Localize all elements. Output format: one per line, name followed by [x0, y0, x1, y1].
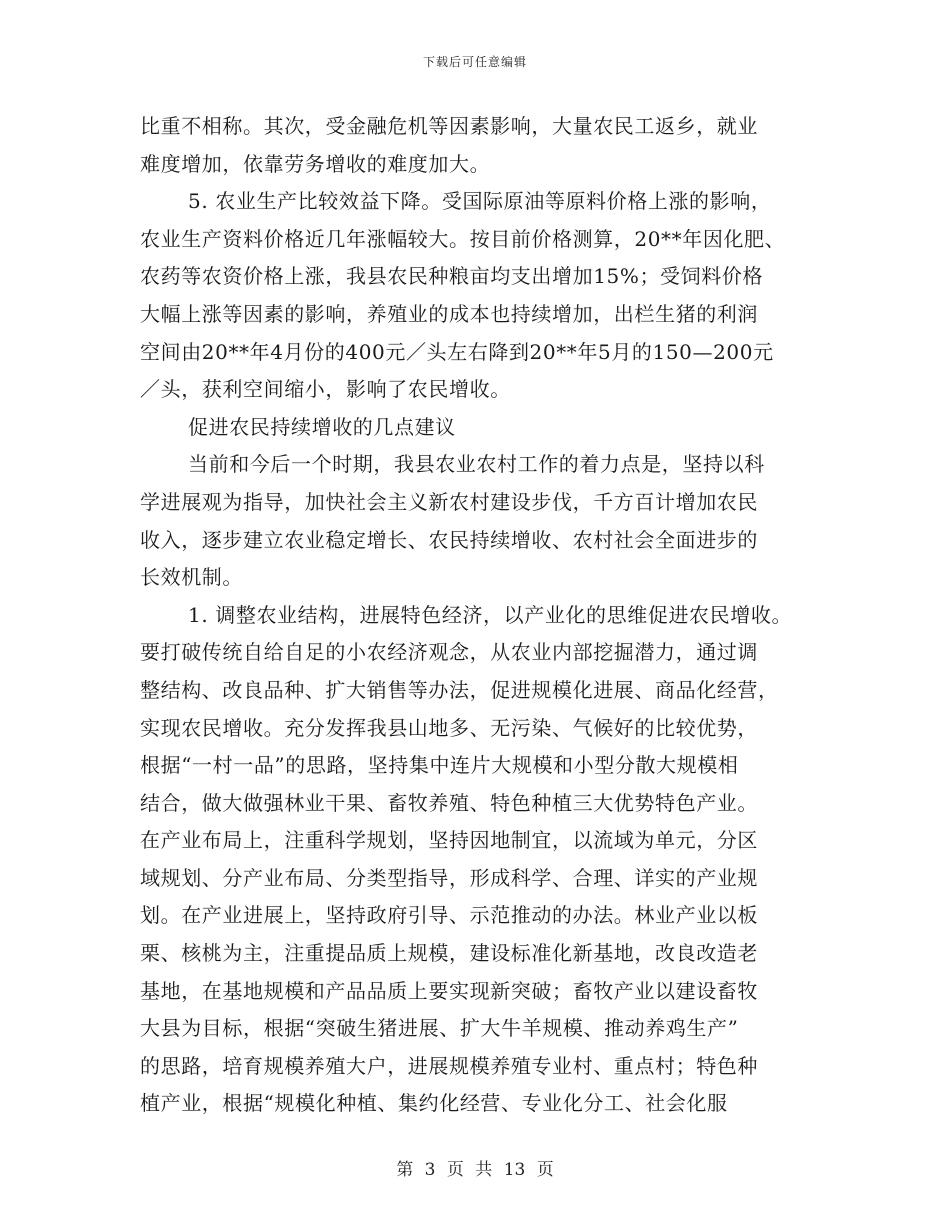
text-line: 的思路，培育规模养殖大户，进展规模养殖专业村、重点村；特色种 — [140, 1053, 758, 1078]
text-line: 1. 调整农业结构，进展特色经济，以产业化的思维促进农民增收。 — [188, 602, 793, 627]
text-line: 要打破传统自给自足的小农经济观念，从农业内部挖掘潜力，通过调 — [140, 640, 758, 665]
text-line: 在产业布局上，注重科学规划，坚持因地制宜，以流域为单元，分区 — [140, 828, 758, 853]
text-line: 比重不相称。其次，受金融危机等因素影响，大量农民工返乡，就业 — [140, 114, 758, 138]
text-line: 根据“一村一品”的思路，坚持集中连片大规模和小型分散大规模相 — [140, 753, 739, 778]
text-line: 栗、核桃为主，注重提品质上规模，建设标准化新基地，改良改造老 — [140, 941, 758, 966]
text-line: 难度增加，依靠劳务增收的难度加大。 — [140, 151, 491, 176]
text-line: 收入，逐步建立农业稳定增长、农民持续增收、农村社会全面进步的 — [140, 527, 758, 552]
document-body — [140, 108, 820, 1123]
text-line: 域规划、分产业布局、分类型指导，形成科学、合理、详实的产业规 — [140, 865, 758, 890]
text-line: 整结构、改良品种、扩大销售等办法，促进规模化进展、商品化经营， — [140, 677, 779, 702]
text-line: 大幅上涨等因素的影响，养殖业的成本也持续增加，出栏生猪的利润 — [140, 301, 758, 326]
text-line: 5. 农业生产比较效益下降。受国际原油等原料价格上涨的影响， — [188, 189, 772, 214]
page-footer: 第 3 页 共 13 页 — [396, 1160, 554, 1180]
page-header: 下载后可任意编辑 — [422, 55, 527, 69]
text-line: 植产业，根据“规模化种植、集约化经营、专业化分工、社会化服 — [140, 1091, 728, 1116]
text-line: 基地，在基地规模和产品品质上要实现新突破；畜牧产业以建设畜牧 — [140, 978, 758, 1003]
text-line: 空间由20**年4月份的400元／头左右降到20**年5月的150—200元 — [140, 339, 774, 364]
text-line: 实现农民增收。充分发挥我县山地多、无污染、气候好的比较优势， — [140, 715, 758, 740]
text-line: 划。在产业进展上，坚持政府引导、示范推动的办法。林业产业以板 — [140, 903, 758, 928]
text-line: 农业生产资料价格近几年涨幅较大。按目前价格测算，20**年因化肥、 — [140, 226, 786, 251]
text-line: 学进展观为指导，加快社会主义新农村建设步伐，千方百计增加农民 — [140, 489, 758, 514]
section-heading: 促进农民持续增收的几点建议 — [188, 414, 456, 439]
text-line: 农药等农资价格上涨，我县农民种粮亩均支出增加15%；受饲料价格 — [140, 264, 764, 289]
text-line: ／头，获利空间缩小，影响了农民增收。 — [140, 377, 511, 402]
text-line: 当前和今后一个时期，我县农业农村工作的着力点是，坚持以科 — [188, 452, 765, 477]
text-line: 大县为目标，根据“突破生猪进展、扩大牛羊规模、推动养鸡生产” — [140, 1016, 739, 1041]
text-line: 结合，做大做强林业干果、畜牧养殖、特色种植三大优势特色产业。 — [140, 790, 758, 815]
text-line: 长效机制。 — [140, 565, 243, 590]
